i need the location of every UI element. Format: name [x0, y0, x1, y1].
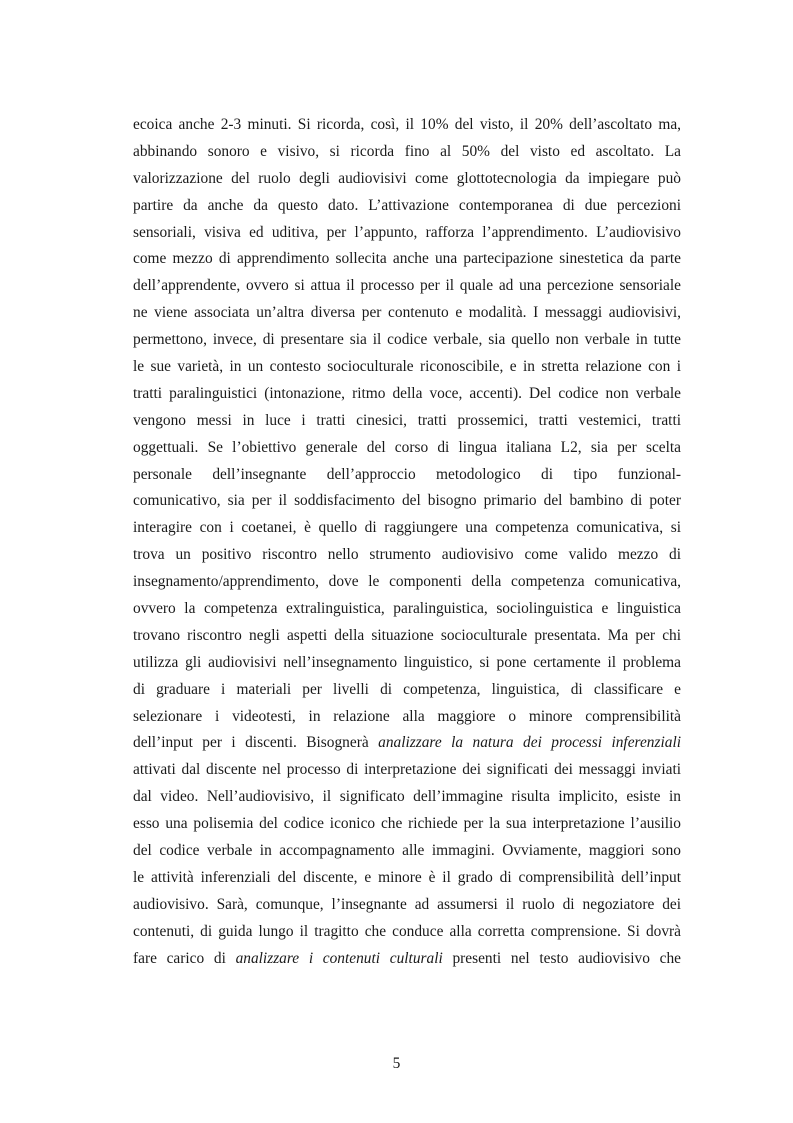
text-segment: interagire con i coetanei, è quello di raggiungere una competenza comunicativa, si — [133, 519, 681, 537]
text-line — [133, 838, 681, 865]
text-segment: come mezzo di apprendimento sollecita anche una partecipazione sinestetica da parte — [133, 250, 681, 268]
text-segment: tratti paralinguistici (intonazione, ritmo della voce, accenti). Del codice non verbale — [133, 384, 681, 402]
text-line — [133, 811, 681, 838]
text-segment: trova un positivo riscontro nello strumento audiovisivo come valido mezzo di — [133, 546, 681, 564]
text-segment: valorizzazione del ruolo degli audiovisivi come glottotecnologia da impiegare può — [133, 169, 681, 187]
text-segment: ecoica anche 2-3 minuti. Si ricorda, così, il 10% del visto, il 20% dell’ascoltato ma, — [133, 116, 681, 133]
text-line — [133, 381, 681, 408]
page-number: 5 — [392, 1055, 401, 1072]
text-line — [133, 946, 681, 973]
text-segment: contenuti, di guida lungo il tragitto che conduce alla corretta comprensione. Si dovrà — [133, 922, 681, 940]
text-segment: permettono, invece, di presentare sia il codice verbale, sia quello non verbale in tutte — [133, 331, 681, 349]
text-segment: attivati dal discente nel processo di interpretazione dei significati dei messaggi inviati — [133, 761, 681, 779]
text-line — [133, 757, 681, 784]
text-line — [133, 650, 681, 677]
text-segment: del codice verbale in accompagnamento alle immagini. Ovviamente, maggiori sono — [133, 842, 681, 860]
text-line — [133, 892, 681, 919]
text-line — [133, 220, 681, 247]
text-line — [133, 354, 681, 381]
text-segment: personale dell’insegnante dell’approccio metodologico di tipo funzional- — [133, 465, 681, 483]
text-line — [133, 623, 681, 650]
text-line — [133, 704, 681, 731]
text-line — [133, 408, 681, 435]
text-segment: le attività inferenziali del discente, e minore è il grado di comprensibilità dell’input — [133, 868, 681, 886]
text-segment: abbinando sonoro e visivo, si ricorda fino al 50% del visto ed ascoltato. La — [133, 142, 681, 160]
text-line — [133, 488, 681, 515]
text-segment: sensoriali, visiva ed uditiva, per l’appunto, rafforza l’apprendimento. L’audiovisivo — [133, 223, 681, 241]
text-segment: dell’input per i discenti. Bisognerà — [133, 734, 379, 752]
text-line — [133, 542, 681, 569]
text-segment: utilizza gli audiovisivi nell’insegnamento linguistico, si pone certamente il problema — [133, 653, 681, 671]
text-line — [133, 919, 681, 946]
text-segment: fare carico di — [133, 949, 236, 967]
text-line — [133, 784, 681, 811]
emphasized-text: analizzare la natura dei processi inferenziali — [378, 734, 681, 752]
emphasized-text: analizzare i contenuti culturali — [235, 949, 443, 967]
text-line — [133, 435, 681, 462]
text-line — [133, 300, 681, 327]
text-segment: audiovisivo. Sarà, comunque, l’insegnante ad assumersi il ruolo di negoziatore dei — [133, 895, 681, 913]
text-line — [133, 193, 681, 220]
text-segment: esso una polisemia del codice iconico che richiede per la sua interpretazione l’ausilio — [133, 815, 681, 833]
text-line — [133, 865, 681, 892]
text-line — [133, 677, 681, 704]
text-segment: oggettuali. Se l’obiettivo generale del corso di lingua italiana L2, sia per scelta — [133, 438, 681, 456]
text-segment: ovvero la competenza extralinguistica, paralinguistica, sociolinguistica e linguistica — [133, 600, 681, 618]
text-line — [133, 569, 681, 596]
text-segment: trovano riscontro negli aspetti della situazione socioculturale presentata. Ma per chi — [133, 626, 681, 644]
text-segment: vengono messi in luce i tratti cinesici, tratti prossemici, tratti vestemici, tratti — [133, 411, 681, 429]
text-line — [133, 596, 681, 623]
text-segment: ne viene associata un’altra diversa per contenuto e modalità. I messaggi audiovisivi, — [133, 304, 681, 322]
text-line — [133, 327, 681, 354]
text-line — [133, 246, 681, 273]
text-segment: presenti nel testo audiovisivo che — [442, 949, 681, 967]
text-line — [133, 515, 681, 542]
text-line — [133, 166, 681, 193]
text-line — [133, 273, 681, 300]
text-segment: selezionare i videotesti, in relazione alla maggiore o minore comprensibilità — [133, 707, 681, 725]
text-segment: le sue varietà, in un contesto socioculturale riconoscibile, e in stretta relazione con i — [133, 358, 681, 376]
text-line — [133, 730, 681, 757]
text-segment: dell’apprendente, ovvero si attua il processo per il quale ad una percezione sensoriale — [133, 277, 681, 295]
text-segment: dal video. Nell’audiovisivo, il significato dell’immagine risulta implicito, esiste in — [133, 788, 681, 806]
text-segment: di graduare i materiali per livelli di competenza, linguistica, di classificare e — [133, 680, 681, 698]
text-line — [133, 139, 681, 166]
text-segment: comunicativo, sia per il soddisfacimento del bisogno primario del bambino di poter — [133, 492, 681, 510]
text-segment: insegnamento/apprendimento, dove le componenti della competenza comunicativa, — [133, 573, 681, 591]
text-line — [133, 112, 681, 139]
text-segment: partire da anche da questo dato. L’attivazione contemporanea di due percezioni — [133, 196, 681, 214]
body-paragraph — [133, 112, 681, 973]
text-line — [133, 462, 681, 489]
